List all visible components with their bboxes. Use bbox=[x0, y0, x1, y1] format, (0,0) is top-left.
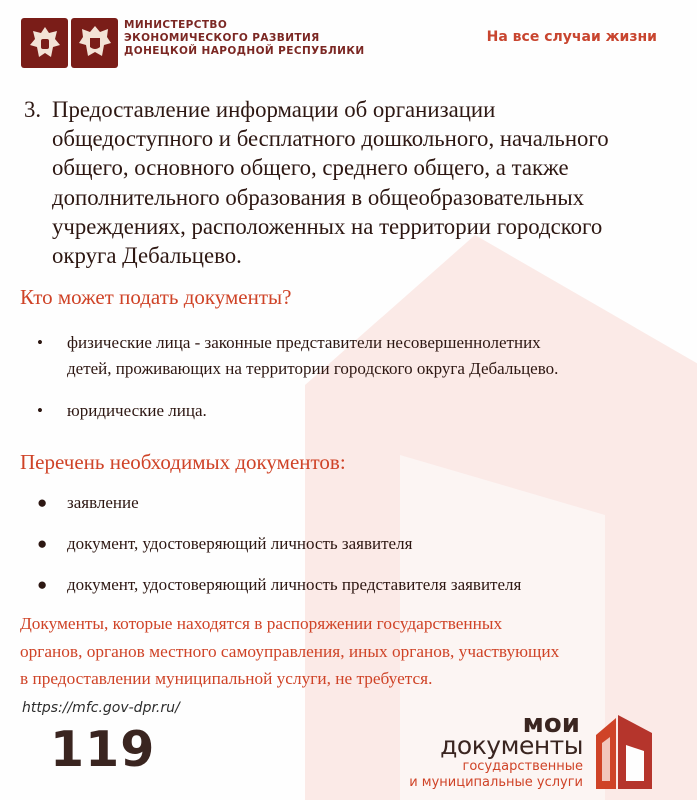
website-link[interactable]: https://mfc.gov-dpr.ru/ bbox=[22, 700, 180, 716]
moi-dokumenty-logo bbox=[400, 710, 690, 798]
ministry-line: МИНИСТЕРСТВО bbox=[124, 19, 228, 31]
list-item-line: документ, удостоверяющий личность заявителя bbox=[67, 534, 413, 553]
list-item-line: детей, проживающих на территории городского округа Дебальцево. bbox=[67, 359, 559, 378]
list-item-line: документ, удостоверяющий личность представителя заявителя bbox=[67, 575, 522, 594]
bullet-icon: ● bbox=[37, 534, 48, 553]
logo-line: документы bbox=[440, 731, 583, 760]
note-line: органов, органов местного самоуправления, иных органов, участвующих bbox=[20, 641, 560, 661]
documents-list bbox=[37, 490, 697, 598]
logo-line: мои bbox=[522, 709, 580, 739]
list-item bbox=[37, 572, 697, 598]
logo-line: и муниципальные услуги bbox=[409, 775, 583, 790]
note-line: Документы, которые находятся в распоряжении государственных bbox=[20, 614, 503, 633]
documents-heading: Перечень необходимых документов: bbox=[20, 450, 346, 474]
bullet-icon: • bbox=[37, 401, 43, 420]
note bbox=[20, 610, 697, 693]
ministry-line: ДОНЕЦКОЙ НАРОДНОЙ РЕСПУБЛИКИ bbox=[124, 44, 365, 57]
list-item bbox=[37, 330, 697, 382]
service-line: дополнительного образования в общеобразовательных bbox=[52, 184, 585, 210]
bullet-icon: • bbox=[37, 333, 43, 352]
ministry-line: ЭКОНОМИЧЕСКОГО РАЗВИТИЯ bbox=[124, 31, 320, 44]
list-item-line: физические лица - законные представители несовершеннолетних bbox=[67, 333, 541, 352]
logo-line: государственные bbox=[462, 759, 583, 774]
list-item bbox=[37, 531, 697, 557]
service-line: общедоступного и бесплатного дошкольного, начального bbox=[52, 126, 609, 152]
list-item bbox=[37, 398, 697, 424]
service-title bbox=[24, 95, 694, 270]
moi-dokumenty-icon bbox=[596, 715, 652, 789]
service-line: округа Дебальцево. bbox=[52, 243, 242, 269]
bullet-icon: ● bbox=[37, 493, 48, 512]
list-item-line: заявление bbox=[67, 493, 139, 512]
coat-of-arms-russia-icon bbox=[21, 18, 68, 68]
service-number: 3. bbox=[24, 97, 42, 122]
applicants-heading: Кто может подать документы? bbox=[20, 285, 292, 309]
slogan: На все случаи жизни bbox=[486, 29, 657, 45]
service-line: общего, основного общего, среднего общего, а также bbox=[52, 155, 569, 181]
list-item bbox=[37, 490, 697, 516]
page-number: 119 bbox=[50, 721, 156, 778]
coat-of-arms-dpr-icon bbox=[71, 18, 118, 68]
bullet-icon: ● bbox=[37, 575, 48, 594]
ministry-name bbox=[124, 19, 365, 57]
service-line: учреждениях, расположенных на территории городского bbox=[52, 213, 603, 239]
list-item-line: юридические лица. bbox=[67, 401, 207, 420]
applicants-list bbox=[37, 330, 697, 424]
service-line: Предоставление информации об организации bbox=[52, 97, 496, 122]
note-line: в предоставлении муниципальной услуги, не требуется. bbox=[20, 669, 433, 689]
